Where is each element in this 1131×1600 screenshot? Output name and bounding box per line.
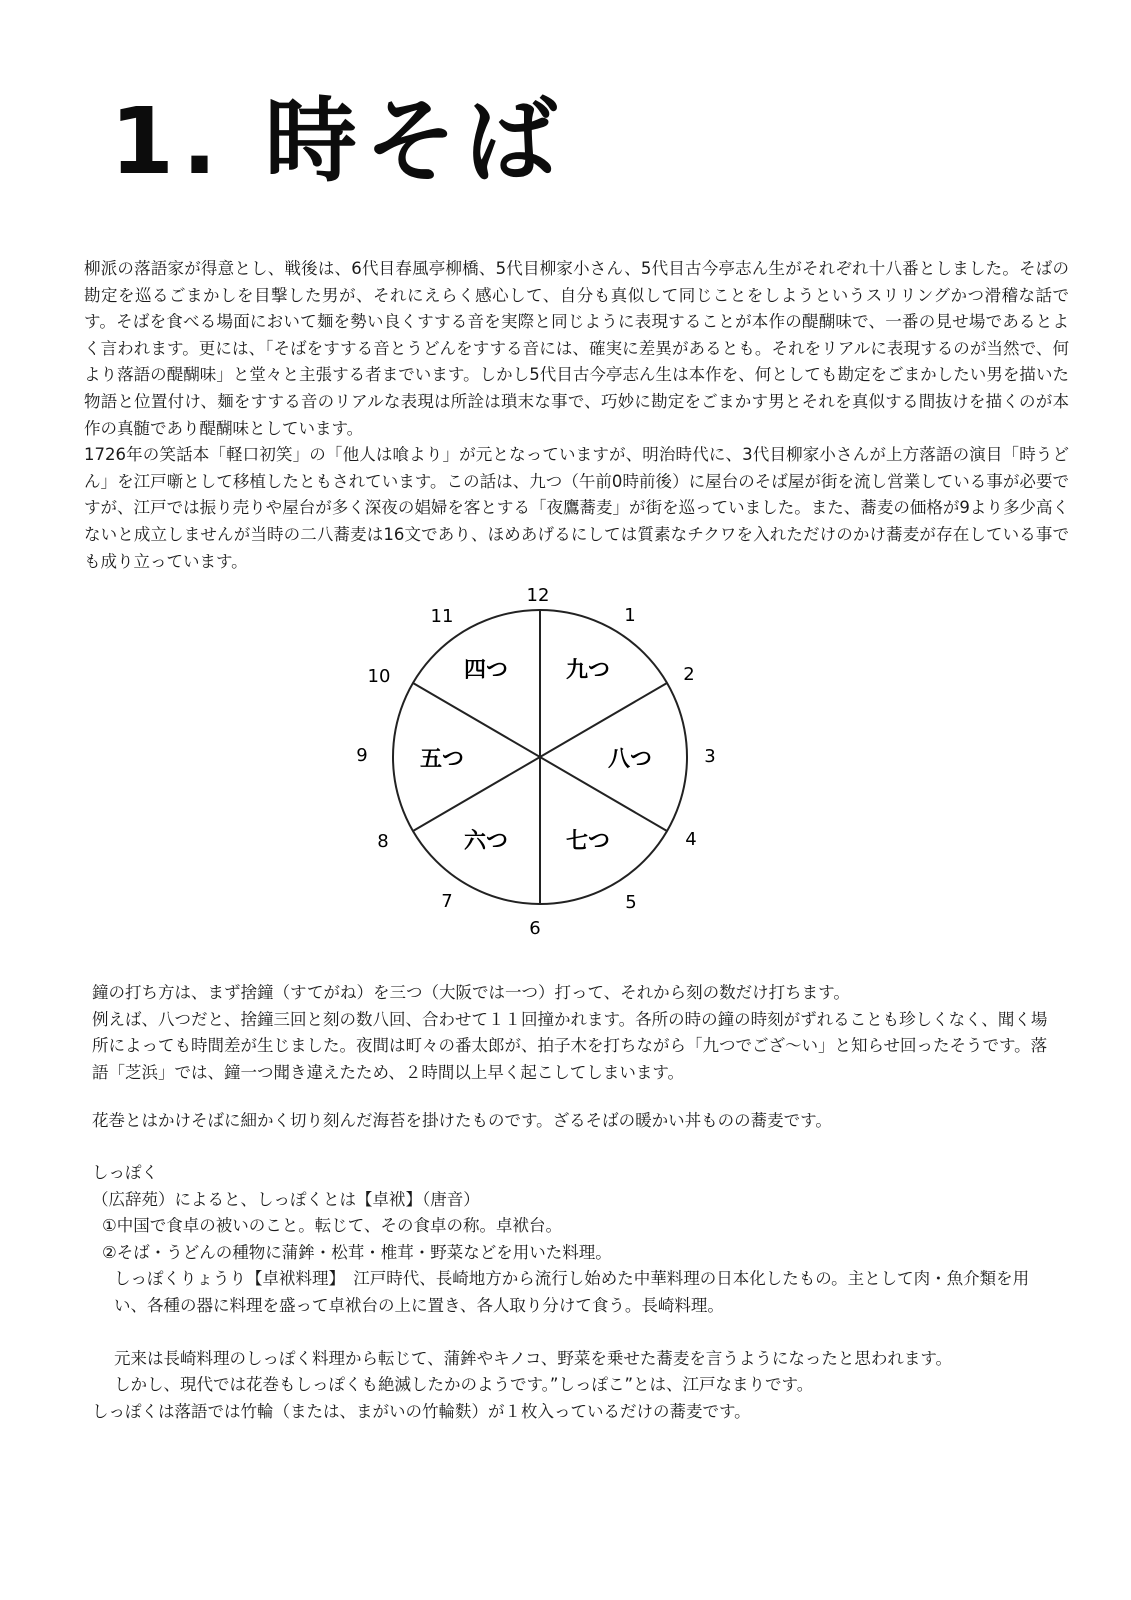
clock-svg: [350, 585, 730, 955]
spacer: [92, 1320, 1062, 1346]
bell-text: [92, 980, 1062, 1086]
hour-10: 10: [367, 666, 391, 687]
shippoku-definition-3: しっぽくりょうり【卓袱料理】 江戸時代、長崎地方から流行し始めた中華料理の日本化したもの。主として肉・魚介類を用い、各種の器に料理を盛って卓袱台の上に置き、各人取り分けて食う。長崎料理。: [114, 1269, 1030, 1315]
segment-label-mutsu: 六つ: [463, 829, 509, 854]
hour-11: 11: [430, 606, 454, 627]
hour-7: 7: [441, 891, 453, 912]
segment-label-itsutsu: 五つ: [419, 747, 465, 772]
shippoku-definition-2: ②そば・うどんの種物に蒲鉾・松茸・椎茸・野菜などを用いた料理。: [102, 1242, 612, 1262]
intro-text: [84, 256, 1069, 575]
bell-paragraph-2: 例えば、八つだと、捨鐘三回と刻の数八回、合わせて１１回撞かれます。各所の時の鐘の時刻がずれることも珍しくなく、聞く場所によっても時間差が生じました。夜間は町々の番太郎が、拍子木を打ちながら「九つでござ〜い」と知らせ回ったそうです。落語「芝浜」では、鐘一つ聞き違えたため、２時間以上早く起こしてしまいます。: [92, 1009, 1048, 1082]
hour-5: 5: [625, 892, 637, 913]
hour-2: 2: [683, 664, 695, 685]
segment-label-kokonotsu: 九つ: [565, 658, 611, 683]
clock-diagram: [350, 585, 730, 955]
hour-12: 12: [526, 585, 550, 606]
segment-label-nanatsu: 七つ: [565, 829, 611, 854]
hour-3: 3: [704, 746, 716, 767]
hour-1: 1: [624, 605, 636, 626]
segment-label-yatsu: 八つ: [607, 747, 653, 772]
shippoku-heading: しっぽく: [92, 1163, 158, 1182]
intro-paragraph-1: 柳派の落語家が得意とし、戦後は、6代目春風亭柳橋、5代目柳家小さん、5代目古今亭志ん生がそれぞれ十八番としました。そばの勘定を巡るごまかしを目撃した男が、それにえらく感心して、自分も真似して同じことをしようというスリリングかつ滑稽な話です。そばを食べる場面において麺を勢い良くすする音を実際と同じように表現することが本作の醍醐味で、一番の見せ場であるとよく言われます。更には、「そばをすする音とうどんをすする音には、確実に差異があるとも。それをリアルに表現するのが当然で、何より落語の醍醐味」と堂々と主張する者までいます。しかし5代目古今亭志ん生は本作を、何としても勘定をごまかしたい男を描いた物語と位置付け、麺をすする音のリアルな表現は所詮は瑣末な事で、巧妙に勘定をごまかす男とそれを真似する間抜けを描くのが本作の真髄であり醍醐味としています。: [84, 259, 1069, 438]
shippoku-definition-1: ①中国で食卓の被いのこと。転じて、その食卓の称。卓袱台。: [102, 1216, 562, 1236]
hour-8: 8: [377, 831, 389, 852]
hour-9: 9: [356, 745, 368, 766]
intro-paragraph-2: 1726年の笑話本「軽口初笑」の「他人は喰より」が元となっていますが、明治時代に、3代目柳家小さんが上方落語の演目「時うどん」を江戸噺として移植したともされています。この話は、九つ（午前0時前後）に屋台のそば屋が街を流し営業している事が必要ですが、江戸では振り売りや屋台が多く深夜の娼婦を客とする「夜鷹蕎麦」が街を巡っていました。また、蕎麦の価格が9より多少高くないと成立しませんが当時の二八蕎麦は16文であり、ほめあげるにしては質素なチクワを入れただけのかけ蕎麦が存在している事でも成り立っています。: [84, 445, 1069, 571]
shippoku-note-2: しかし、現代では花巻もしっぽくも絶滅したかのようです。”しっぽこ”とは、江戸なまりです。: [114, 1375, 814, 1395]
shippoku-note-3: しっぽくは落語では竹輪（または、まがいの竹輪麩）が１枚入っているだけの蕎麦です。: [92, 1401, 751, 1421]
hour-6: 6: [529, 918, 541, 939]
shippoku-section: [92, 1160, 1062, 1425]
segment-label-yotsu: 四つ: [463, 658, 509, 683]
shippoku-note-1: 元来は長崎料理のしっぽく料理から転じて、蒲鉾やキノコ、野菜を乗せた蕎麦を言うようになったと思われます。: [114, 1348, 953, 1368]
hour-4: 4: [685, 829, 697, 850]
shippoku-source: （広辞苑）によると、しっぽくとは【卓袱】（唐音）: [92, 1189, 480, 1209]
page-title: 1. 時そば: [110, 88, 565, 195]
hanamaki-text: [92, 1108, 1062, 1135]
hanamaki-paragraph: 花巻とはかけそばに細かく切り刻んだ海苔を掛けたものです。ざるそばの暖かい丼ものの蕎麦です。: [92, 1111, 832, 1130]
bell-paragraph-1: 鐘の打ち方は、まず捨鐘（すてがね）を三つ（大阪では一つ）打って、それから刻の数だけ打ちます。: [92, 983, 850, 1002]
